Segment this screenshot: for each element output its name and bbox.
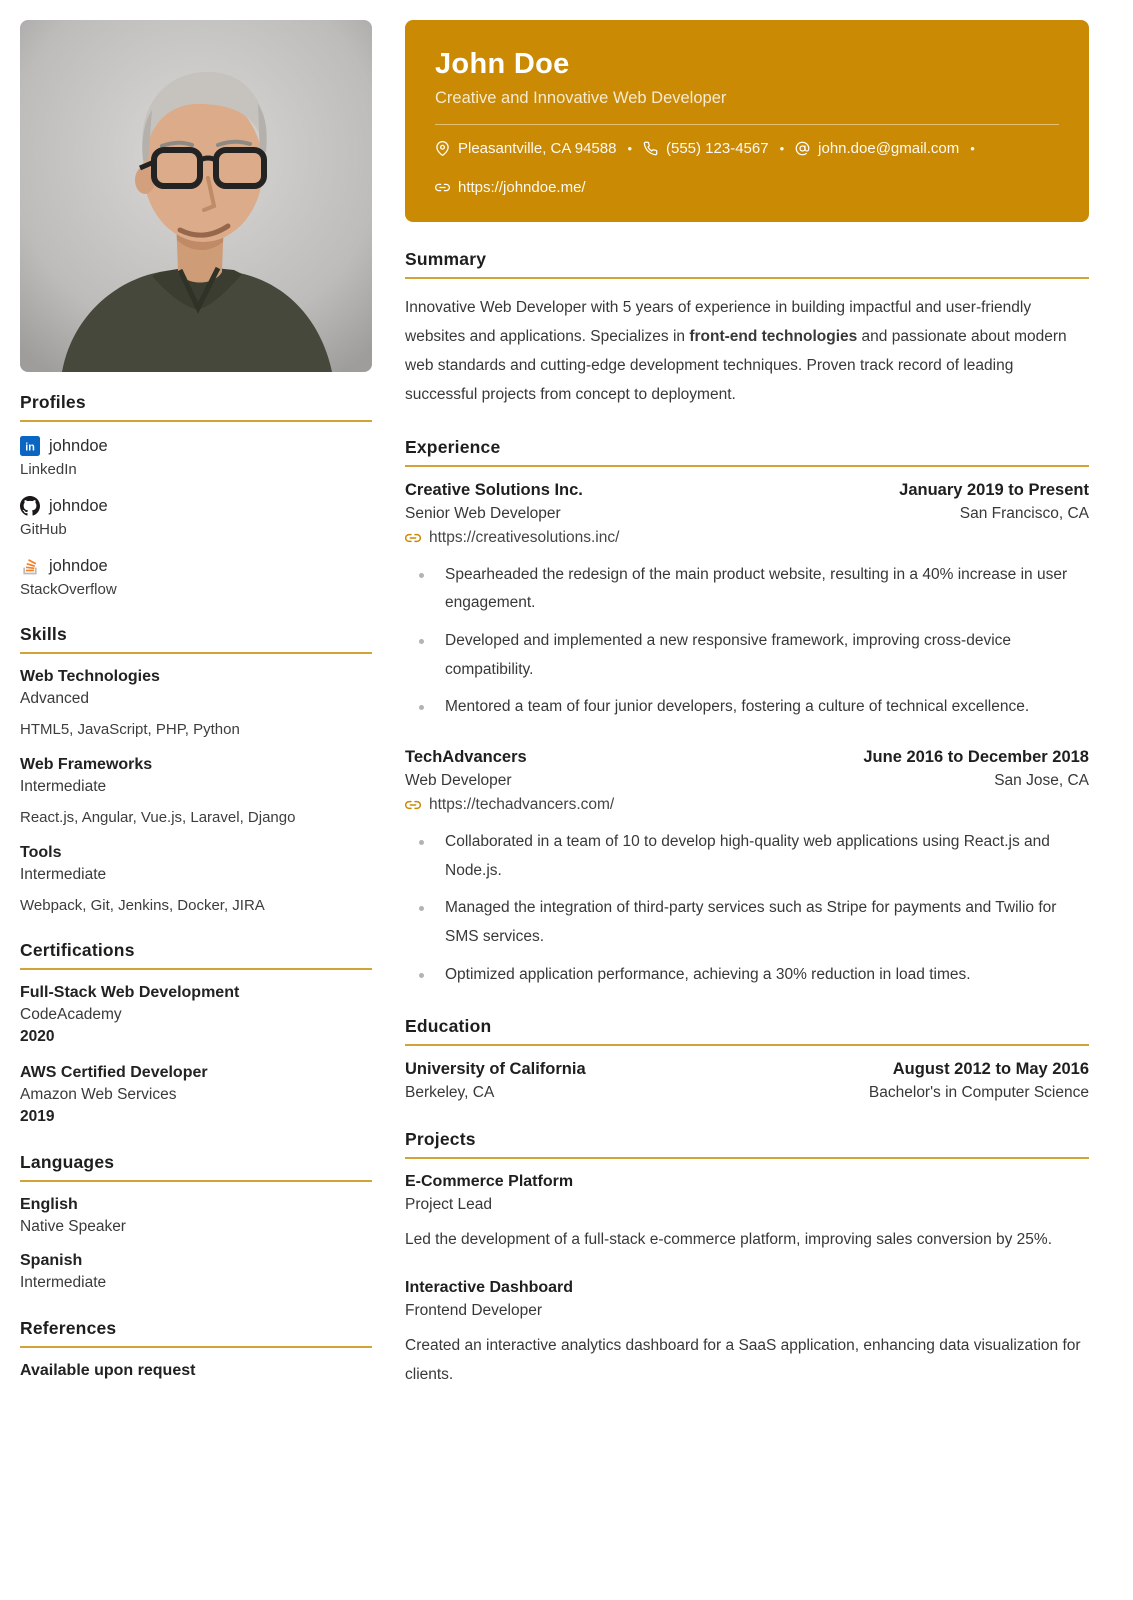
experience-location: San Jose, CA [994,771,1089,789]
project-role: Frontend Developer [405,1301,542,1319]
sidebar [20,20,372,1413]
svg-text:in: in [25,441,35,454]
experience-bullet: Optimized application performance, achieving a 30% reduction in load times. [419,961,1089,990]
references-note: Available upon request [20,1362,196,1379]
separator-dot: • [970,141,975,156]
experience-section [405,437,1089,990]
language-name: English [20,1196,78,1213]
profile-item [20,556,372,598]
skill-name: Web Frameworks [20,756,153,773]
summary-section [405,249,1089,410]
project-title: Interactive Dashboard [405,1278,574,1296]
education-degree: Bachelor's in Computer Science [868,1084,1089,1102]
education-list [405,1060,1089,1102]
contact-email[interactable]: john.doe@gmail.com [795,140,959,157]
skill-group [20,844,372,914]
experience-dates: June 2016 to December 2018 [863,747,1089,766]
phone-icon [643,141,658,156]
certification-title: AWS Certified Developer [20,1064,208,1081]
languages-section [20,1152,372,1292]
profile-network: StackOverflow [20,581,117,598]
skill-name: Web Technologies [20,668,160,685]
experience-bullet: Managed the integration of third-party services such as Stripe for payments and Twilio for SMS services. [419,894,1089,951]
certification-item [20,984,372,1046]
certifications-list [20,984,372,1126]
education-entry [405,1060,1089,1102]
certification-issuer: Amazon Web Services [20,1086,177,1103]
language-level: Native Speaker [20,1218,126,1235]
profile-username: johndoe [49,496,108,515]
at-sign-icon [795,141,810,156]
skill-keywords: HTML5, JavaScript, PHP, Python [20,721,240,738]
map-pin-icon [435,141,450,156]
projects-section [405,1129,1089,1389]
summary-paragraph [405,293,1089,410]
skill-name: Tools [20,844,62,861]
experience-entry [405,748,1089,989]
contact-phone: (555) 123-4567 [643,140,769,157]
experience-dates: January 2019 to Present [899,480,1089,499]
skills-heading: Skills [20,624,372,654]
projects-heading: Projects [405,1129,1089,1159]
linkedin-icon [20,436,40,456]
education-school: University of California [405,1060,586,1079]
experience-url-link[interactable]: https://creativesolutions.inc/ [405,529,1089,547]
project-description: Led the development of a full-stack e-commerce platform, improving sales conversion by 25%. [405,1231,1052,1249]
skill-keywords: Webpack, Git, Jenkins, Docker, JIRA [20,897,265,914]
profile-photo-illustration [20,20,372,372]
profile-username: johndoe [49,436,108,455]
profiles-section [20,392,372,598]
profile-item [20,436,372,478]
certifications-section [20,940,372,1126]
profile-network: GitHub [20,521,67,538]
contact-location: Pleasantville, CA 94588 [435,140,616,157]
experience-company: TechAdvancers [405,747,527,766]
education-heading: Education [405,1016,1089,1046]
certification-issuer: CodeAcademy [20,1006,122,1023]
experience-bullets [405,561,1089,722]
experience-bullet: Collaborated in a team of 10 to develop high-quality web applications using React.js and Node.js. [419,828,1089,885]
experience-list [405,481,1089,990]
skills-section [20,624,372,914]
certification-title: Full-Stack Web Development [20,984,240,1001]
link-icon [435,180,450,195]
references-section [20,1318,372,1380]
education-location: Berkeley, CA [405,1084,495,1102]
profile-network: LinkedIn [20,461,77,478]
experience-bullet: Spearheaded the redesign of the main product website, resulting in a 40% increase in user engagement. [419,561,1089,618]
language-item [20,1252,372,1292]
summary-heading: Summary [405,249,1089,279]
language-name: Spanish [20,1252,83,1269]
summary-text-segment: front-end technologies [689,328,858,346]
header-banner [405,20,1089,222]
contact-row [435,140,1059,196]
experience-entry [405,481,1089,722]
experience-company: Creative Solutions Inc. [405,480,583,499]
summary-text-segment: and passionate about modern web standards and cutting-edge development techniques. Proven track record of leading successful projects from concept to deployment. [405,328,1067,404]
language-level: Intermediate [20,1274,107,1291]
person-name: John Doe [435,48,570,80]
skills-list [20,668,372,914]
skill-level: Advanced [20,690,89,707]
contact-website[interactable]: https://johndoe.me/ [435,179,586,196]
experience-location: San Francisco, CA [959,504,1089,522]
experience-bullets [405,828,1089,989]
experience-role: Web Developer [405,771,512,789]
project-entry [405,1279,1089,1389]
profile-username: johndoe [49,556,108,575]
separator-dot: • [627,141,632,156]
experience-role: Senior Web Developer [405,504,561,522]
skill-level: Intermediate [20,866,107,883]
references-heading: References [20,1318,372,1348]
link-icon [405,530,421,546]
project-entry [405,1173,1089,1255]
link-icon [405,797,421,813]
skill-level: Intermediate [20,778,107,795]
experience-bullet: Developed and implemented a new responsive framework, improving cross-device compatibility. [419,627,1089,684]
languages-heading: Languages [20,1152,372,1182]
project-description: Created an interactive analytics dashboard for a SaaS application, enhancing data visualization for clients. [405,1336,1081,1383]
certification-year: 2019 [20,1108,55,1125]
skill-group [20,756,372,826]
certification-year: 2020 [20,1028,55,1045]
profile-photo [20,20,372,372]
project-role: Project Lead [405,1196,493,1214]
stackoverflow-icon [20,556,40,576]
profiles-heading: Profiles [20,392,372,422]
language-item [20,1196,372,1236]
main-column [405,20,1089,1413]
separator-dot: • [779,141,785,156]
summary-text-segment: Innovative Web Developer with 5 years of experience in building impactful and user-friendly websites and applications. Specializes in [405,299,1032,346]
languages-list [20,1196,372,1292]
education-section [405,1016,1089,1102]
education-dates: August 2012 to May 2016 [892,1060,1089,1079]
experience-bullet: Mentored a team of four junior developers, fostering a culture of technical excellence. [419,693,1089,722]
skill-group [20,668,372,738]
banner-divider [435,124,1059,125]
certifications-heading: Certifications [20,940,372,970]
project-title: E-Commerce Platform [405,1173,574,1191]
profiles-list [20,436,372,598]
github-icon [20,496,40,516]
certification-item [20,1064,372,1126]
person-title: Creative and Innovative Web Developer [435,89,727,107]
profile-item [20,496,372,538]
experience-url-link[interactable]: https://techadvancers.com/ [405,796,1089,814]
projects-list [405,1173,1089,1389]
experience-heading: Experience [405,437,1089,467]
skill-keywords: React.js, Angular, Vue.js, Laravel, Django [20,809,296,826]
